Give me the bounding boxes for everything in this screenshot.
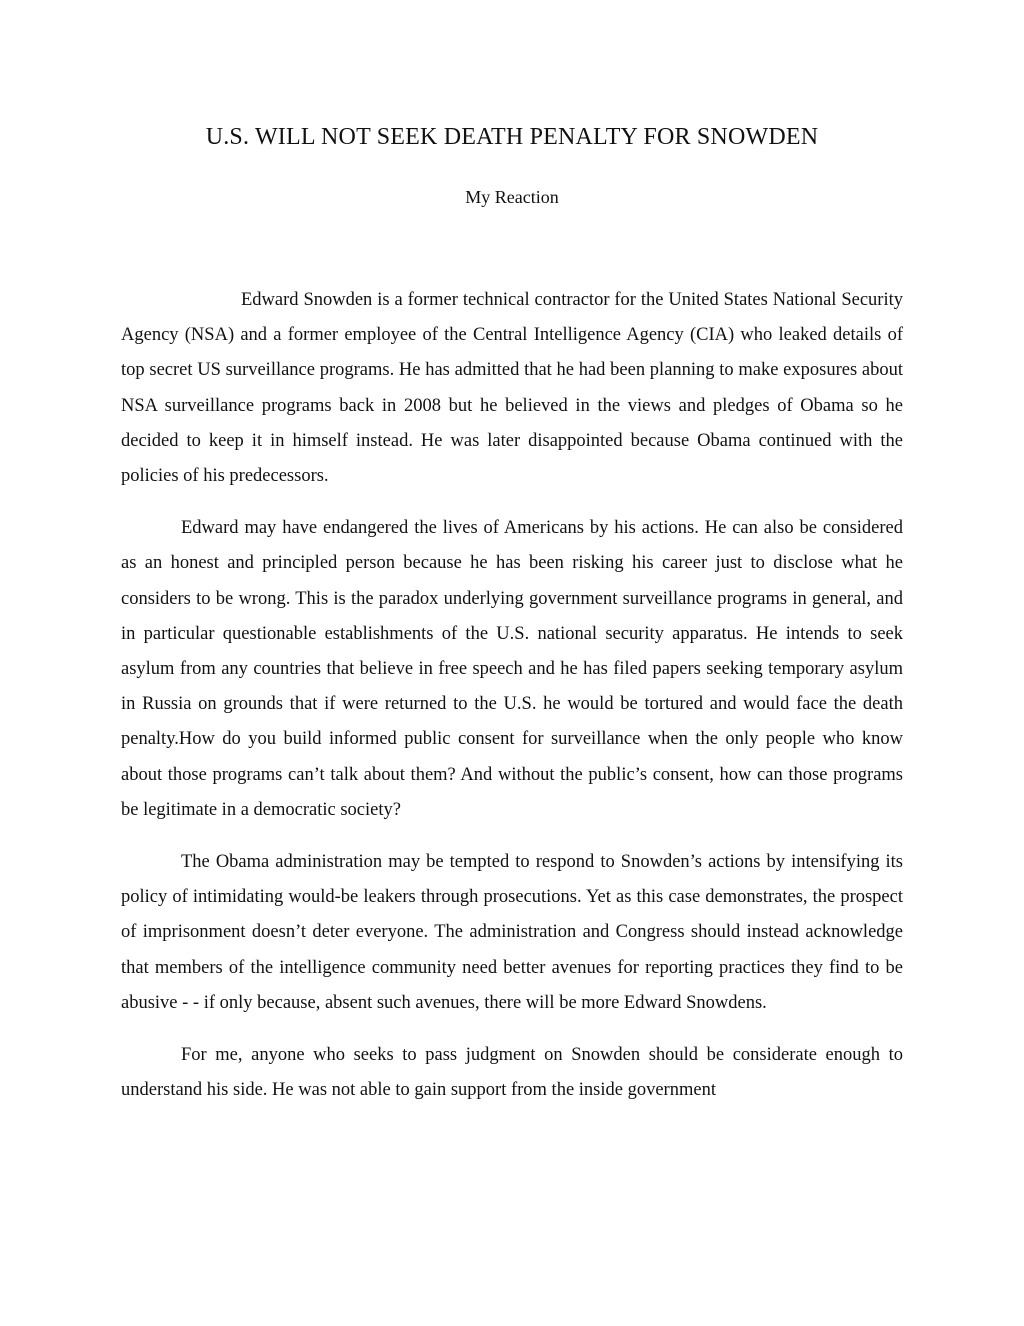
paragraph-3: The Obama administration may be tempted to respond to Snowden’s actions by intensifying its policy of intimidating would-be leakers through prosecutions. Yet as this case demonstrates, the prospect of imprisonment doesn’t deter everyone. The administration and Congress should instead acknowledge that members of the intelligence community need better avenues for reporting practices they find to be abusive - - if only because, absent such avenues, there will be more Edward Snowdens. <box>121 852 903 1013</box>
paragraph-4: For me, anyone who seeks to pass judgment on Snowden should be considerate enough to understand his side. He was not able to gain support from the inside government <box>121 1045 903 1101</box>
document-title: U.S. WILL NOT SEEK DEATH PENALTY FOR SNOWDEN <box>205 124 819 150</box>
paragraph-2: Edward may have endangered the lives of Americans by his actions. He can also be considered as an honest and principled person because he has been risking his career just to disclose what he considers to be wrong. This is the paradox underlying government surveillance programs in general, and in particular questionable establishments of the U.S. national security apparatus. He intends to seek asylum from any countries that believe in free speech and he has filed papers seeking temporary asylum in Russia on grounds that if were returned to the U.S. he would be tortured and would face the death penalty.How do you build informed public consent for surveillance when the only people who know about those programs can’t talk about them? And without the public’s consent, how can those programs be legitimate in a democratic society? <box>121 518 903 820</box>
paragraph-1: Edward Snowden is a former technical contractor for the United States National Security Agency (NSA) and a former employee of the Central Intelligence Agency (CIA) who leaked details of top secret US surveillance programs. He has admitted that he had been planning to make exposures about NSA surveillance programs back in 2008 but he believed in the views and pledges of Obama so he decided to keep it in himself instead. He was later disappointed because Obama continued with the policies of his predecessors. <box>121 290 903 487</box>
document-subtitle: My Reaction <box>465 187 559 207</box>
document-body <box>121 283 903 1125</box>
